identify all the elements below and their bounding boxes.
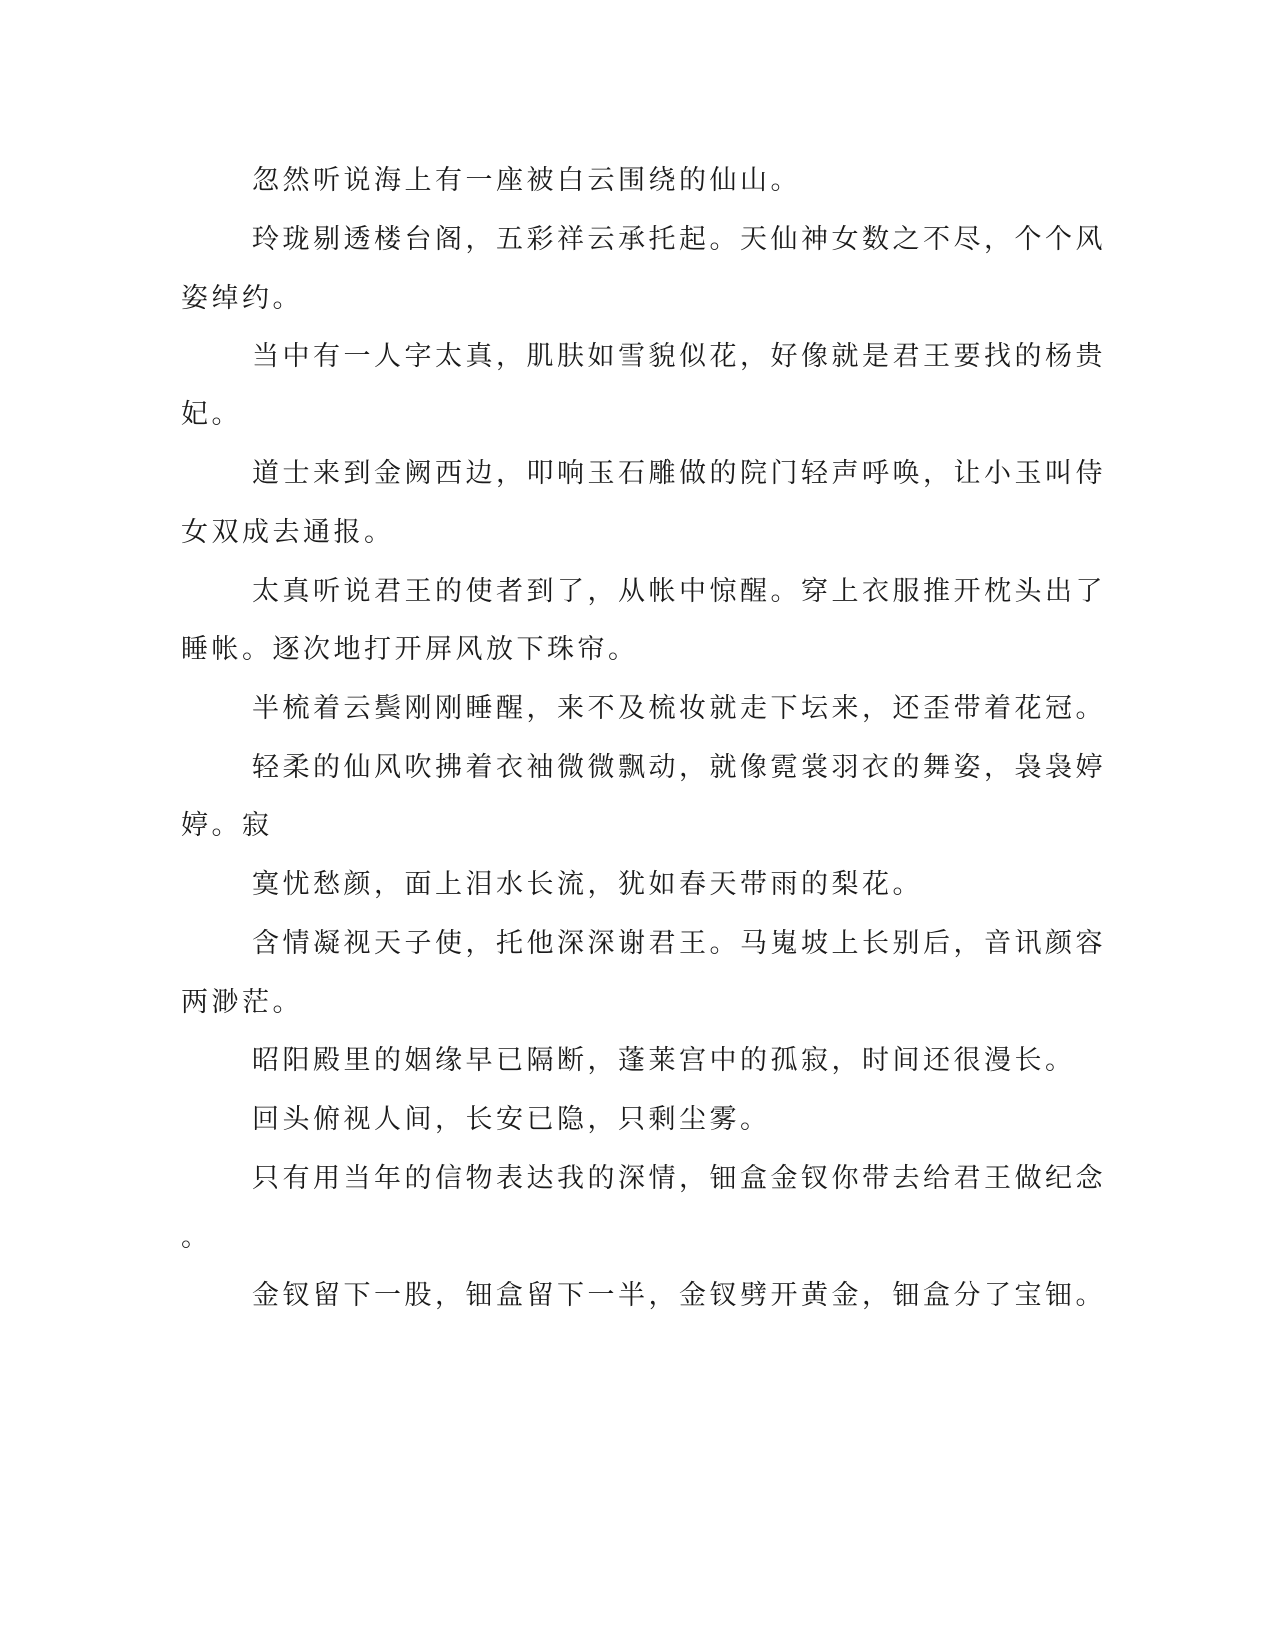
- paragraph-line: 半梳着云鬓刚刚睡醒，来不及梳妆就走下坛来，还歪带着花冠。: [252, 693, 1106, 724]
- paragraph-line: 寞忧愁颜，面上泪水长流，犹如春天带雨的梨花。: [252, 869, 923, 900]
- paragraph-line: 昭阳殿里的姻缘早已隔断，蓬莱宫中的孤寂，时间还很漫长。: [252, 1045, 1076, 1076]
- paragraph-line: 。: [181, 1222, 212, 1253]
- paragraph-line: 姿绰约。: [181, 283, 303, 314]
- paragraph-line: 金钗留下一股，钿盒留下一半，金钗劈开黄金，钿盒分了宝钿。: [252, 1280, 1106, 1311]
- paragraph-line: 婷。寂: [181, 810, 273, 841]
- paragraph-line: 含情凝视天子使，托他深深谢君王。马嵬坡上长别后，音讯颜容: [252, 928, 1106, 959]
- paragraph-line: 只有用当年的信物表达我的深情，钿盒金钗你带去给君王做纪念: [252, 1163, 1106, 1194]
- paragraph-line: 女双成去通报。: [181, 517, 395, 548]
- paragraph-line: 轻柔的仙风吹拂着衣袖微微飘动，就像霓裳羽衣的舞姿，袅袅婷: [252, 752, 1106, 783]
- paragraph-line: 道士来到金阙西边，叩响玉石雕做的院门轻声呼唤，让小玉叫侍: [252, 458, 1106, 489]
- paragraph-line: 当中有一人字太真，肌肤如雪貌似花，好像就是君王要找的杨贵: [252, 341, 1106, 372]
- paragraph-line: 两渺茫。: [181, 987, 303, 1018]
- paragraph-line: 太真听说君王的使者到了，从帐中惊醒。穿上衣服推开枕头出了: [252, 576, 1106, 607]
- paragraph-line: 忽然听说海上有一座被白云围绕的仙山。: [252, 165, 801, 196]
- paragraph-line: 妃。: [181, 399, 242, 430]
- paragraph-line: 睡帐。逐次地打开屏风放下珠帘。: [181, 634, 639, 665]
- paragraph-line: 玲珑剔透楼台阁，五彩祥云承托起。天仙神女数之不尽，个个风: [252, 224, 1106, 255]
- paragraph-line: 回头俯视人间，长安已隐，只剩尘雾。: [252, 1104, 771, 1135]
